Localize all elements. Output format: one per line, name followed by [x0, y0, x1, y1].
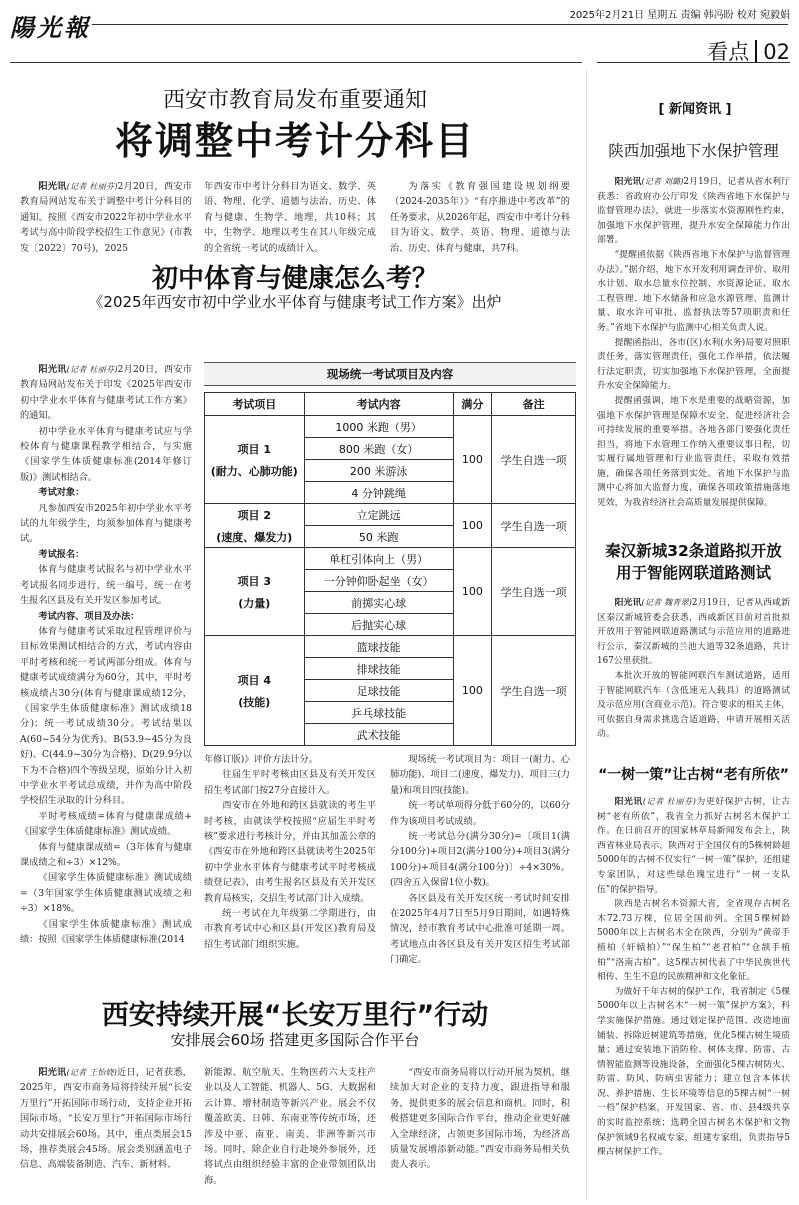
masthead-rule — [92, 24, 788, 25]
right-story3-p1: 为更好保护古树，让古树“老有所依”，我省全力抓好古树名木保护工作。在日前召开的国家林草局新闻发布会上，陕西省林业局表示，陕西对于全国仅有的5株树龄超5000年的古树不仅实行“一树一策”保护，还组建专家团队，对这些绿色瑰宝进行“一树一支队伍”的保护指导。 — [597, 797, 790, 895]
right-story1-headline: 陕西加强地下水保护管理 — [608, 142, 779, 160]
right-story1-body — [597, 175, 790, 535]
exam-content-cell: 单杠引体向上（男） — [304, 548, 453, 570]
header-rule-left — [10, 62, 582, 63]
right-story2-p2: 本批次开放的智能网联汽车测试道路，适用于智能网联汽车（含低速无人载具）的道路测试及示范应用(含商业示范)。符合要求的相关主体，可依据自身需求挑选合适道路，申请开展相关活动。 — [597, 670, 790, 740]
heading-registration: 考试报名： — [38, 548, 85, 560]
article2-mid4: 统一考试在九年级第二学期进行，由市教育考试中心和区县(开发区)教育局及招生考试部门组织实施。 — [204, 908, 376, 950]
exam-content-cell: 篮球技能 — [304, 636, 453, 658]
exam-score-cell: 100 — [453, 548, 492, 636]
exam-content-cell: 后抛实心球 — [304, 614, 453, 636]
byline-reporter: (记者 魏青翠) — [641, 598, 692, 607]
article2-col1 — [20, 362, 192, 987]
exam-item-cell — [205, 548, 305, 636]
article2-formula4: 《国家学生体质健康标准》测试成绩：按照《国家学生体质健康标准(2014 — [20, 918, 192, 946]
right-story1-p2: “提醒函依据《陕西省地下水保护与监督管理办法》。”据介绍，地下水开发利用调查评价、取用水计划、取水总量水位控制、水资源论证、取水工程管理、地下水储备和应急水源管理、监测计量、取水许可审批、监督执法等57项职责和任务。”省地下水保护与监测中心相关负责人说。 — [597, 249, 790, 333]
article2-content: 体育与健康考试采取过程管理评价与目标效果测试相结合的方式，考试内容由平时考核和统一考试两部分组成。体育与健康考试成绩满分为60分，其中，平时考核成绩占30分(体育与健康课成绩12分，《国家学生体质健康标准》测试成绩18分)；统一考试成绩30分。考试结果以A(60~54分为优秀)、B(53.9~45分为良好)、C(44.9~30分为合格)、D(29.9分以下为不合格)四个等级呈现，原始分计入初中学业水平考试总成绩，并作为高中阶段学校招生录取的计分科目。 — [20, 625, 192, 807]
exam-item-category: (速度、爆发力) — [216, 530, 293, 544]
exam-content-cell: 前掷实心球 — [304, 592, 453, 614]
article1-col2 — [204, 179, 376, 256]
exam-content-cell: 武术技能 — [304, 724, 453, 746]
article1-kicker: 西安市教育局发布重要通知 — [162, 88, 427, 113]
heading-content: 考试内容、项目及办法： — [38, 610, 140, 622]
header-note: 备注 — [492, 393, 576, 416]
page-number: 02 — [763, 40, 790, 64]
masthead — [0, 0, 799, 68]
dateline: 2025年2月21日 星期五 责编 韩冯盼 校对 宛毅娟 — [569, 10, 790, 21]
exam-content-cell: 200 米游泳 — [304, 460, 453, 482]
article2-right4: 各区县及有关开发区统一考试时间安排在2025年4月7日至5月9日期间，如遇特殊情况，经市教育考试中心批准可延期一周。考试地点由各区县及有关开发区招生考试部门确定。 — [390, 892, 570, 966]
right-story2-headline-2: 用于智能网联道路测试 — [615, 564, 771, 582]
article3-col2 — [204, 1065, 376, 1203]
section-divider — [755, 40, 757, 62]
right-story2-headline-1: 秦汉新城32条道路拟开放 — [605, 542, 782, 560]
right-story1-p4: 提醒函强调，地下水是重要的战略资源，加强地下水保护管理是保障水安全、促进经济社会可持续发展的重要举措。各地各部门要强化责任担当，将地下水管理工作纳入重要议事日程，切实履行属地管理和行业监管责任，采取有效措施，确保各项任务落到实处。省地下水保护与监测中心将加大监督力度，确保各项政策措施落地见效，为我省经济社会高质量发展提供保障。 — [597, 395, 790, 509]
article1-text3: 为落实《教育强国建设规划纲要（2024-2035年）》“有序推进中考改革”的任务要求，从2026年起，西安市中考计分科目为语文、数学、英语、物理、道德与法治、历史、体育与健康，共7科。 — [390, 181, 570, 254]
table-row — [205, 548, 576, 570]
article1-text1: 2月20日，西安市教育局网站发布关于调整中考计分科目的通知。按照《西安市2022年初中学业水平考试与高中阶段学校招生工作意见》(市教发〔2022〕70号)，2025 — [20, 181, 192, 254]
exam-table — [204, 392, 576, 746]
exam-item-category: (耐力、心肺功能) — [210, 464, 298, 478]
article2-formula1: 平时考核成绩=体育与健康课成绩+《国家学生体质健康标准》测试成绩。 — [20, 810, 192, 838]
exam-content-cell: 乒乓球技能 — [304, 702, 453, 724]
article2-mid1: 年修订版)》评价方法计分。 — [204, 754, 318, 765]
article1-col3 — [390, 179, 570, 256]
exam-score-cell: 100 — [453, 636, 492, 746]
newspaper-logo: 陽光報 — [10, 13, 91, 42]
right-story3-p3: 为做好千年古树的保护工作，我省制定《5棵5000年以上古树名木“一树一策”保护方案》，科学实施保护措施。通过划定保护范围、改造地面铺装、拆除近树建筑等措施，优化5棵古树生境质量；通过安装地下消防栓、树体支撑、防雷、古情智能监测等设施设备，全面强化5棵古树防火、防雷、防风、防病虫害能力；建立包含本体状况、养护措施、生长环境等信息的5棵古树“一树一档”保护档案，开发国家、省、市、县4级共享的实时监控系统；选聘全国古树名木保护和文物保护领域9名权威专家，组建专家组，负责指导5棵古树保护工作。 — [597, 986, 790, 1158]
header-score: 满分 — [453, 393, 492, 416]
table-row — [205, 504, 576, 526]
table-title: 现场统一考试项目及内容 — [204, 362, 576, 386]
byline-reporter: (记者 杜丽芬) — [642, 797, 696, 806]
table-row — [205, 636, 576, 658]
exam-content-cell: 800 米跑（女） — [304, 438, 453, 460]
exam-item-name: 项目 3 — [237, 574, 272, 588]
article2-subhead: 《2025年西安市初中学业水平体育与健康考试工作方案》出炉 — [88, 293, 502, 311]
exam-content-cell: 4 分钟跳绳 — [304, 482, 453, 504]
byline-reporter: (记者 杜丽芬) — [66, 182, 118, 191]
article3-text3: “西安市商务局将以行动开展为契机，继续加大对企业的支持力度，跟进指导和服务，提供更多的展会信息和商机。同时，积极搭建更多国际合作平台，推动企业更好融入全球经济，占领更多国际市场，为经济高质量发展增添新动能。”西安市商务局相关负责人表示。 — [390, 1067, 570, 1171]
right-story1-p1: 2月19日，记者从省水利厅获悉：省政府办公厅印发《陕西省地下水保护与监督管理办法》，就进一步落实水资源刚性约束，加强地下水保护管理，提升水安全保障能力作出部署。 — [597, 177, 790, 246]
byline-name: 阳光讯 — [614, 598, 642, 608]
exam-item-cell — [205, 504, 305, 548]
article3-col1 — [20, 1065, 192, 1203]
exam-note-cell: 学生自选一项 — [492, 504, 576, 548]
article2-headline: 初中体育与健康怎么考？ — [151, 264, 438, 294]
right-story3-body — [597, 795, 790, 1200]
article2-p2: 初中学业水平体育与健康考试应与学校体育与健康课程教学相结合，与实施《国家学生体质健康标准(2014年修订版)》测试相结合。 — [20, 425, 192, 483]
article2-target: 凡参加西安市2025年初中学业水平考试的九年级学生，均须参加体育与健康考试。 — [20, 502, 192, 545]
byline-name: 阳光讯 — [38, 1067, 67, 1078]
article2-registration: 体育与健康考试报名与初中学业水平考试报名同步进行，统一编号，统一在考生报名区县及有关开发区参加考试。 — [20, 564, 192, 607]
exam-content-cell: 排球技能 — [304, 658, 453, 680]
exam-note-cell: 学生自选一项 — [492, 636, 576, 746]
article1-headline: 将调整中考计分科目 — [114, 119, 475, 163]
exam-note-cell: 学生自选一项 — [492, 548, 576, 636]
exam-content-cell: 足球技能 — [304, 680, 453, 702]
exam-score-cell: 100 — [453, 504, 492, 548]
section-name: 看点 — [707, 40, 750, 64]
exam-score-cell: 100 — [453, 416, 492, 504]
table-header-row — [205, 393, 576, 416]
article2-right3: 统一考试总分(满分30分)=〔项目1(满分100分)+项目2(满分100分)+项目3(满分100分)+项目4(满分100分)〕÷4×30%。(四舍五入保留1位小数)。 — [390, 831, 570, 889]
byline-name: 阳光讯 — [614, 177, 642, 187]
byline-reporter: (记者 刘璐) — [641, 177, 684, 186]
exam-table-block — [204, 362, 576, 746]
byline-name: 阳光讯 — [614, 797, 643, 807]
exam-item-category: (力量) — [238, 596, 271, 610]
article3-text1: 近日，记者获悉，2025年，西安市商务局将持续开展“长安万里行”开拓国际市场行动，支持企业开拓国际市场。“长安万里行”开拓国际市场行动共安排展会60场。其中，重点类展会15场，推荐类展会45场。展会类别涵盖电子信息、高端装备制造、汽车、新材料、 — [20, 1067, 192, 1171]
article3-col3 — [390, 1065, 570, 1203]
exam-content-cell: 立定跳远 — [304, 504, 453, 526]
exam-item-cell — [205, 636, 305, 746]
article3-headline: 西安持续开展“长安万里行”行动 — [101, 1000, 489, 1031]
exam-content-cell: 50 米跑 — [304, 526, 453, 548]
article3-text2: 新能源、航空航天、生物医药六大支柱产业以及人工智能、机器人、5G、大数据和云计算、增材制造等新兴产业。展会不仅覆盖欧美、日韩、东南亚等传统市场，还涉及中亚、南亚、南美、非洲等新兴市场。同时，除企业自行赴境外参展外，还将试点由组织经验丰富的企业带领团队出海。 — [204, 1067, 376, 1186]
exam-item-name: 项目 4 — [237, 673, 272, 687]
header-content: 考试内容 — [304, 393, 453, 416]
byline-reporter: (记者 杜丽芬) — [66, 365, 118, 374]
header-rule-right — [597, 62, 790, 63]
byline-reporter: (记者 王怡娆) — [66, 1068, 117, 1077]
article2-right1: 现场统一考试项目为：项目一(耐力、心肺功能)、项目二(速度、爆发力)、项目三(力量)和项目四(技能)。 — [390, 754, 570, 796]
exam-note-cell: 学生自选一项 — [492, 416, 576, 504]
exam-item-cell — [205, 416, 305, 504]
byline-name: 阳光讯 — [38, 364, 67, 375]
article2-formula2: 体育与健康课成绩=（3年体育与健康课成绩之和÷3）×12%。 — [20, 841, 192, 868]
exam-item-name: 项目 2 — [237, 508, 272, 522]
table-row — [205, 416, 576, 438]
article2-lead: 2月20日，西安市教育局网站发布关于印发《2025年西安市初中学业水平体育与健康考试工作方案》的通知。 — [20, 364, 192, 422]
article2-formula3: 《国家学生体质健康标准》测试成绩=（3年国家学生体质健康测试成绩之和÷3）×18%。 — [20, 872, 192, 915]
heading-target: 考试对象： — [38, 487, 85, 499]
right-story3-p2: 陕西是古树名木资源大省，全省现存古树名木72.73万棵，位居全国前列。全国5棵树龄5000年以上古树名木全在陕西，分别为“黄帝手植柏（轩辕柏）”“保生柏”“老君柏”“仓颉手植柏”“洛南古柏”。这5棵古树代表了中华民族世代相传、生生不息的民族精神和文化象征。 — [597, 899, 790, 983]
exam-content-cell: 1000 米跑（男） — [304, 416, 453, 438]
article2-mid3: 西安市在外地和跨区县就读的考生平时考核，由就读学校按照“应届生平时考核”要求进行考核计分，并由其加盖公章的《西安市在外地和跨区县就读考生2025年初中学业水平体育与健康考试平时考核成绩登记表》，由考生报名区县及有关开发区教育局核实，交招生考试部门计入成绩。 — [204, 800, 376, 904]
column-divider — [586, 70, 587, 1200]
article2-mid2: 往届生平时考核由区县及有关开发区招生考试部门按27分直接计入。 — [204, 769, 376, 796]
article3-subhead: 安排展会60场 搭建更多国际合作平台 — [170, 1031, 420, 1049]
right-story2-p1: 2月19日，记者从西咸新区秦汉新城管委会获悉，西咸新区目前对首批拟开放用于智能网联道路测试与示范应用的道路进行公示，秦汉新城的兰池大道等32条道路，共计167公里获批。 — [597, 598, 790, 667]
news-tag-label: 新闻资讯 — [668, 102, 721, 117]
header-item: 考试项目 — [205, 393, 305, 416]
exam-item-name: 项目 1 — [237, 442, 272, 456]
right-story3-headline: “一树一策”让古树“老有所依” — [598, 767, 789, 783]
right-story1-p3: 提醒函指出，各市(区)水利(水务)局要对照职责任务，落实管理责任，强化工作举措，依法履行法定职责，切实加强地下水保护管理，全面提升水安全保障能力。 — [597, 337, 790, 392]
exam-item-category: (技能) — [238, 695, 271, 709]
exam-content-cell: 一分钟仰卧起坐（女） — [304, 570, 453, 592]
news-tag: [ 新闻资讯 ] — [658, 102, 732, 117]
article2-col2 — [204, 752, 376, 952]
byline-name: 阳光讯 — [38, 181, 67, 192]
article2-right2: 统一考试单项得分低于60分的，以60分作为该项目考试成绩。 — [390, 800, 570, 827]
article1-text2: 年西安市中考计分科目为语文、数学、英语、物理、化学、道德与法治、历史、体育与健康、生物学、地理，共10科；其中，生物学、地理以考生在其八年级完成的全省统一考试的成绩计入。 — [204, 181, 376, 254]
right-story2-body — [597, 596, 790, 756]
article2-col3 — [390, 752, 570, 968]
article1-col1 — [20, 179, 192, 256]
